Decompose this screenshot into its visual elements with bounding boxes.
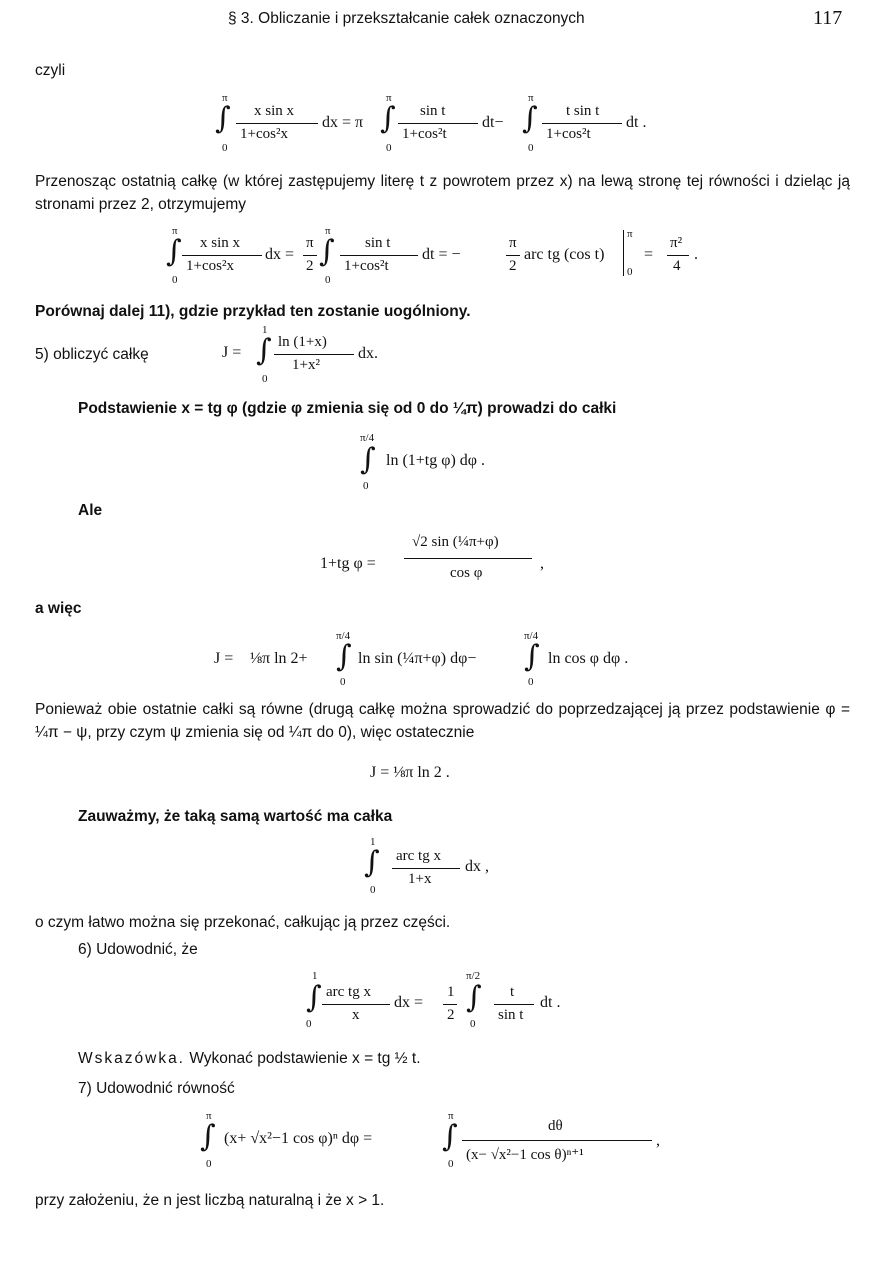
- hint-line: [78, 1050, 421, 1068]
- word-ale: Ale: [78, 502, 103, 519]
- equation-7: J = ⅛π ln 2 .: [370, 764, 450, 781]
- phrase-a-wiec: a więc: [35, 600, 82, 617]
- paragraph-przy: przy założeniu, że n jest liczbą naturalną i że x > 1.: [35, 1192, 385, 1209]
- paragraph-porownaj: Porównaj dalej 11), gdzie przykład ten zostanie uogólniony.: [35, 303, 471, 320]
- hint-label: Wskazówka.: [78, 1050, 185, 1067]
- page-number: 117: [813, 7, 843, 29]
- hint-text: Wykonać podstawienie x = tg ½ t.: [189, 1050, 421, 1067]
- example-6: 6) Udowodnić, że: [78, 941, 198, 958]
- example-7: 7) Udowodnić równość: [78, 1080, 235, 1097]
- paragraph-poniewaz: Ponieważ obie ostatnie całki są równe (drugą całkę można sprowadzić do poprzedzającej ją przez podstawienie φ = ¼π − ψ, przy czym ψ zmienia się od ¼π do 0), więc ostatecznie: [35, 701, 850, 741]
- example-5-label: 5) obliczyć całkę: [35, 346, 149, 363]
- paragraph-przenoszac: Przenosząc ostatnią całkę (w której zastępujemy literę t z powrotem przez x) na lewą stronę tej równości i dzieląc ją stronami przez 2, otrzymujemy: [35, 173, 850, 213]
- word-czyli: czyli: [35, 62, 66, 79]
- paragraph-zauwazmy: Zauważmy, że taką samą wartość ma całka: [78, 808, 393, 825]
- paragraph-o-czym: o czym łatwo można się przekonać, całkując ją przez części.: [35, 914, 451, 931]
- running-title: § 3. Obliczanie i przekształcanie całek oznaczonych: [228, 10, 585, 27]
- paragraph-podstawienie: Podstawienie x = tg φ (gdzie φ zmienia się od 0 do ¼π) prowadzi do całki: [78, 400, 617, 417]
- book-page: § 3. Obliczanie i przekształcanie całek oznaczonych 117 czyli π ∫ 0 x sin x 1+cos²x dx = π π ∫ 0 sin t 1+cos²t dt− π ∫ 0 t sin t 1+cos²t dt . Przenosząc ostatnią całkę (w której zastępujemy literę t z powrotem przez x) na lewą stronę tej równości i dzieląc ją stronami przez 2, otrzymujemy π ∫ 0 x sin x 1+cos²x dx = π 2 π ∫ 0 sin t 1+cos²t dt = − π 2 arc tg (cos t) π 0 = π² 4 . Porównaj dalej 11), gdzie przykład ten zostanie uogólniony. 5) obliczyć całkę J = 1 ∫ 0 ln (1+x) 1+x² dx. Podstawienie x = tg φ (gdzie φ zmienia się od 0 do ¼π) prowadzi do całki π/4 ∫ 0 ln (1+tg φ) dφ . Ale 1+tg φ = √2 sin (¼π+φ) cos φ , a więc J = ⅛π ln 2+ π/4 ∫ 0 ln sin (¼π+φ) dφ− π/4 ∫ 0 ln cos φ dφ . Ponieważ obie ostatnie całki są równe (drugą całkę można sprowadzić do poprzedzającej ją przez podstawienie φ = ¼π − ψ, przy czym ψ zmienia się od ¼π do 0), więc ostatecznie J = ⅛π ln 2 . Zauważmy, że taką samą wartość ma całka 1 ∫ 0 arc tg x 1+x dx , o czym łatwo można się przekonać, całkując ją przez części. 6) Udowodnić, że 1 ∫ 0 arc tg x x dx = 1 2 π/2 ∫ 0 t sin t dt . Wskazówka. Wykonać podstawienie x = tg ½ t. 7) Udowodnić równość π ∫ 0 (x+ √x²−1 cos φ)ⁿ dφ = π ∫ 0 dθ (x− √x²−1 cos θ)ⁿ⁺¹ , przy założeniu, że n jest liczbą naturalną i że x > 1.: [35, 7, 850, 1209]
